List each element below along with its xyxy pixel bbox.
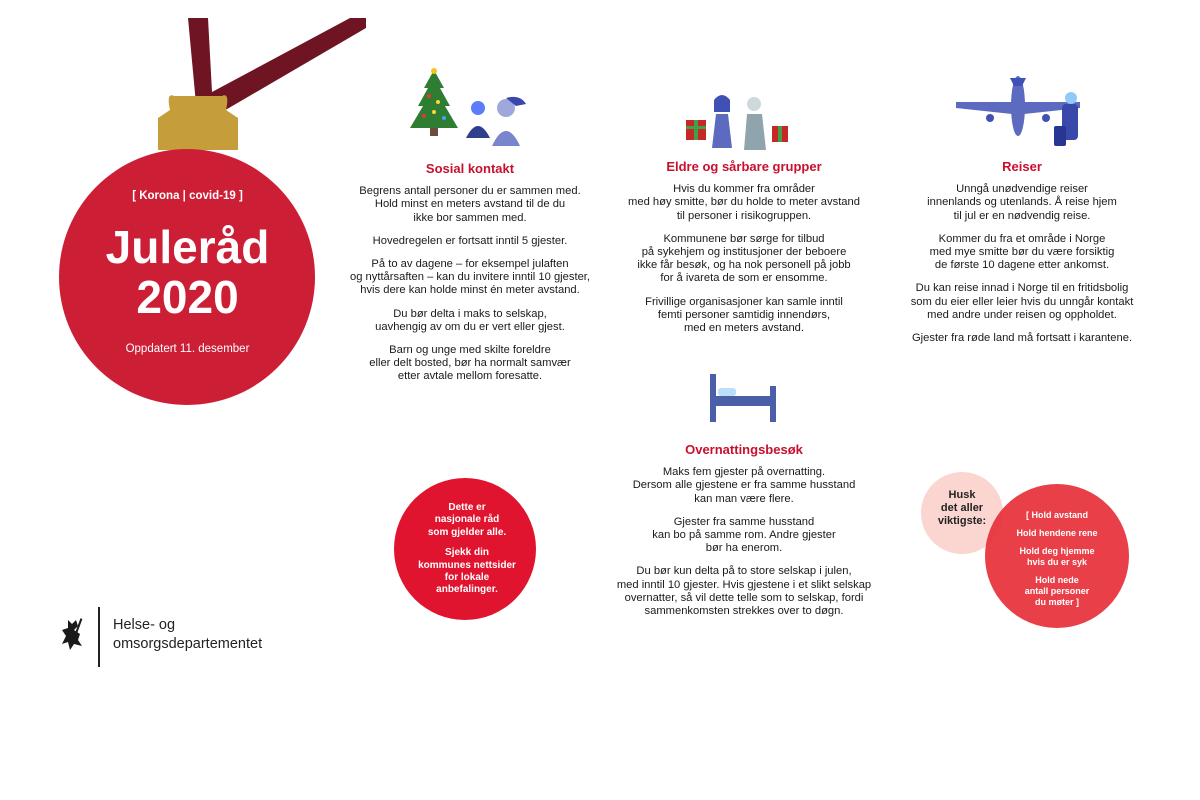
section-text: På to av dagene – for eksempel julaften og nyttårsaften – kan du invitere inntil 10 gjester, hvis dere kan holde minst én meter avstand.	[349, 258, 591, 297]
christmas-tree-family-icon	[404, 66, 529, 152]
ornament-tag: [ Korona | covid-19 ]	[132, 190, 243, 202]
section-text: Kommunene bør sørge for tilbud på sykehjem og institusjoner der beboere ikke får besøk, og ha nok personell på jobb for å ivareta de som er ensomme.	[637, 232, 851, 285]
footer-divider	[98, 607, 100, 667]
ministry-line-1: Helse- og	[113, 617, 176, 633]
section-text: Hvis du kommer fra områder med høy smitte, bør du holde to meter avstand til personer i risikogruppen.	[628, 183, 860, 222]
bed-icon	[708, 372, 778, 424]
section-sosial-kontakt	[340, 162, 600, 394]
ministry-line-2: omsorgsdepartementet	[113, 636, 263, 652]
remember-item: Hold deg hjemme hvis du er syk	[1019, 546, 1095, 567]
note-text: Dette er nasjonale råd som gjelder alle.	[427, 502, 507, 538]
ministry-name	[113, 616, 262, 654]
remember-item: [ Hold avstand	[1025, 510, 1088, 520]
updated-date: Oppdatert 11. desember	[125, 343, 250, 355]
page-title	[60, 222, 315, 322]
note-text: Sjekk din kommunes nettsider for lokale anbefalinger.	[418, 547, 516, 596]
national-note	[402, 502, 532, 605]
section-title: Reiser	[1002, 159, 1042, 174]
section-text: Maks fem gjester på overnatting. Dersom alle gjestene er fra samme husstand kan man være flere.	[632, 466, 856, 505]
section-eldre	[610, 160, 878, 345]
section-text: Begrens antall personer du er sammen med. Hold minst en meters avstand til de du ikke bor sammen med.	[359, 185, 581, 224]
section-text: Gjester fra røde land må fortsatt i karantene.	[911, 332, 1133, 345]
title-line-1: Juleråd	[105, 221, 270, 273]
section-title: Eldre og sårbare grupper	[666, 159, 822, 174]
section-text: Du bør kun delta på to store selskap i julen, med inntil 10 gjester. Hvis gjestene i et slikt selskap overnatter, så vil dette telle som to selskap, fordi sammenkomsten strekkes over to døgn.	[616, 565, 872, 618]
section-text: Frivillige organisasjoner kan samle inntil femti personer samtidig innendørs, med en meters avstand.	[645, 295, 843, 335]
remember-item: Hold nede antall personer du møter ]	[1024, 575, 1090, 607]
remember-label: Husk det aller viktigste:	[937, 489, 987, 527]
section-text: Unngå unødvendige reiser innenlands og utenlands. Å reise hjem til jul er en nødvendig reise.	[927, 183, 1117, 222]
elderly-gifts-icon	[684, 92, 794, 152]
title-line-2: 2020	[136, 271, 239, 323]
remember-list	[1000, 510, 1114, 615]
airplane-traveler-icon	[954, 72, 1094, 150]
section-text: Hovedregelen er fortsatt inntil 5 gjester.	[372, 234, 568, 247]
section-text: Kommer du fra et område i Norge med mye smitte bør du være forsiktig de første 10 dagene etter ankomst.	[929, 232, 1115, 272]
section-title: Overnattingsbesøk	[685, 442, 803, 457]
section-text: Du kan reise innad i Norge til en fritidsbolig som du eier eller leier hvis du unngår kontakt med andre under reisen og oppholdet.	[910, 282, 1134, 321]
norwegian-lion-crest-icon	[58, 616, 88, 652]
section-title: Sosial kontakt	[425, 161, 515, 176]
section-reiser	[892, 160, 1152, 355]
section-text: Du bør delta i maks to selskap, uavhengig av om du er vert eller gjest.	[375, 307, 565, 333]
section-text: Gjester fra samme husstand kan bo på samme rom. Andre gjester bør ha enerom.	[652, 515, 836, 555]
remember-item: Hold hendene rene	[1016, 528, 1098, 538]
section-overnatting	[606, 443, 882, 628]
section-text: Barn og unge med skilte foreldre eller delt bosted, bør ha normalt samvær etter avtale mellom foresatte.	[369, 344, 571, 383]
ornament-hook	[158, 95, 238, 150]
